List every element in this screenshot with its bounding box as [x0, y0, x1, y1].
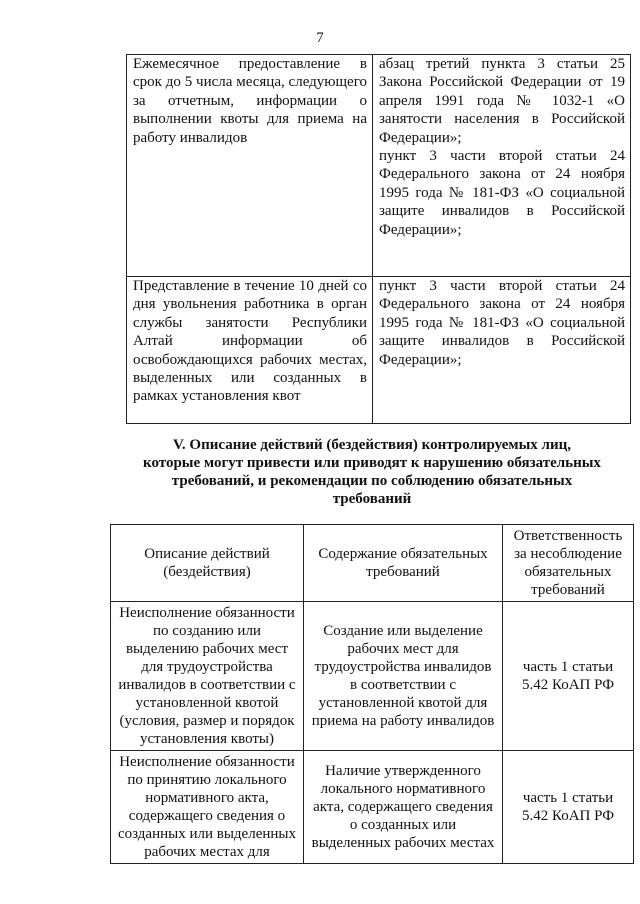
table-header-row [111, 525, 634, 602]
header-liability: Ответственность за несоблюдение обязательных требований [503, 525, 634, 602]
legal-basis-cell [373, 277, 631, 424]
legal-basis-cell [373, 55, 631, 277]
legal-basis-text: абзац третий пункта 3 статьи 25 Закона Российской Федерации от 19 апреля 1991 года № 1032-1 «О занятости населения в Российской Федерации»; [379, 56, 625, 146]
description-cell: Неисполнение обязанности по принятию локального нормативного акта, содержащего сведения о созданных или выделенных рабочих местах для [111, 751, 304, 864]
section-heading-line: V. Описание действий (бездействия) контролируемых лиц, [173, 437, 571, 453]
section-heading-line: требований, и рекомендации по соблюдению обязательных [171, 473, 573, 489]
requirement-text: Представление в течение 10 дней со дня увольнения работника в орган службы занятости Республики Алтай информации об освобождающихся рабочих местах, выделенных или созданных в рамках установления квот [133, 278, 367, 405]
violations-table [110, 524, 634, 864]
table-row [111, 602, 634, 751]
table-row [127, 277, 631, 424]
header-content: Содержание обязательных требований [304, 525, 503, 602]
content-cell: Создание или выделение рабочих мест для трудоустройства инвалидов в соответствии с установленной квотой для приема на работу инвалидов [304, 602, 503, 751]
section-heading [110, 436, 634, 508]
description-cell: Неисполнение обязанности по созданию или выделению рабочих мест для трудоустройства инвалидов в соответствии с установленной квотой (условия, размер и порядок установления квоты) [111, 602, 304, 751]
requirements-basis-table [126, 54, 631, 424]
page-number: 7 [316, 30, 324, 46]
section-heading-line: требований [332, 491, 412, 507]
liability-cell: часть 1 статьи 5.42 КоАП РФ [503, 751, 634, 864]
requirement-text: Ежемесячное предоставление в срок до 5 числа месяца, следующего за отчетным, информации о выполнении квоты для приема на работу инвалидов [133, 56, 367, 146]
legal-basis-text: пункт 3 части второй статьи 24 Федерального закона от 24 ноября 1995 года № 181-ФЗ «О социальной защите инвалидов в Российской Федерации»; [379, 278, 625, 368]
legal-basis-text: пункт 3 части второй статьи 24 Федерального закона от 24 ноября 1995 года № 181-ФЗ «О социальной защите инвалидов в Российской Федерации»; [379, 148, 625, 238]
liability-cell: часть 1 статьи 5.42 КоАП РФ [503, 602, 634, 751]
requirement-cell [127, 277, 373, 424]
header-description: Описание действий (бездействия) [111, 525, 304, 602]
requirement-cell [127, 55, 373, 277]
content-cell: Наличие утвержденного локального нормативного акта, содержащего сведения о созданных или выделенных рабочих местах [304, 751, 503, 864]
table-row [127, 55, 631, 277]
table-row [111, 751, 634, 864]
section-heading-line: которые могут привести или приводят к нарушению обязательных [143, 455, 601, 471]
